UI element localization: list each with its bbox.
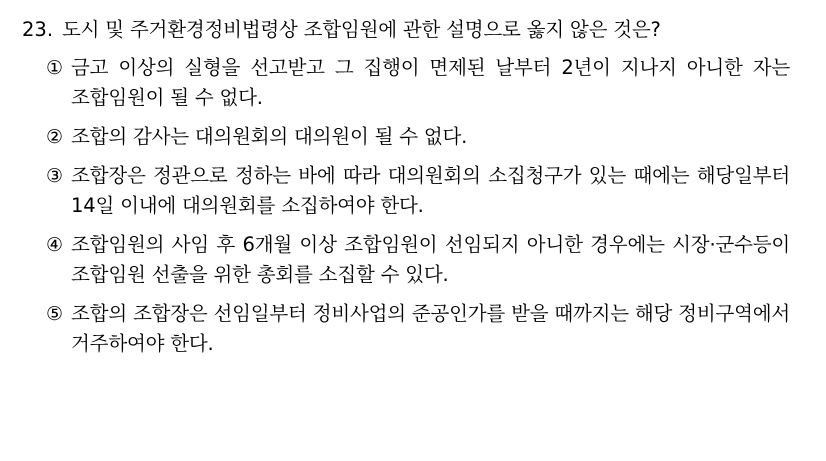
choice-option-3[interactable] — [46, 161, 790, 221]
choice-text-4: 조합임원의 사임 후 6개월 이상 조합임원이 선임되지 아니한 경우에는 시장·군수등이 조합임원 선출을 위한 총회를 소집할 수 있다. — [71, 233, 790, 286]
choice-marker-5: ⑤ — [46, 303, 64, 325]
question-text: 도시 및 주거환경정비법령상 조합임원에 관한 설명으로 옳지 않은 것은? — [62, 18, 661, 41]
choice-list — [0, 53, 826, 359]
choice-option-1[interactable] — [46, 53, 790, 113]
choice-marker-4: ④ — [46, 234, 64, 256]
choice-option-4[interactable] — [46, 230, 790, 290]
choice-text-2: 조합의 감사는 대의원회의 대의원이 될 수 없다. — [71, 125, 468, 148]
choice-marker-1: ① — [46, 57, 64, 79]
choice-text-1: 금고 이상의 실형을 선고받고 그 집행이 면제된 날부터 2년이 지나지 아니한 자는 조합임원이 될 수 없다. — [71, 56, 790, 109]
question-number: 23. — [22, 18, 54, 41]
choice-option-2[interactable] — [46, 122, 790, 152]
choice-text-3: 조합장은 정관으로 정하는 바에 따라 대의원회의 소집청구가 있는 때에는 해당일부터 14일 이내에 대의원회를 소집하여야 한다. — [71, 164, 790, 217]
choice-option-5[interactable] — [46, 299, 790, 359]
choice-text-5: 조합의 조합장은 선임일부터 정비사업의 준공인가를 받을 때까지는 해당 정비구역에서 거주하여야 한다. — [71, 302, 790, 355]
question-stem — [0, 0, 826, 45]
choice-marker-3: ③ — [46, 165, 64, 187]
choice-marker-2: ② — [46, 126, 64, 148]
